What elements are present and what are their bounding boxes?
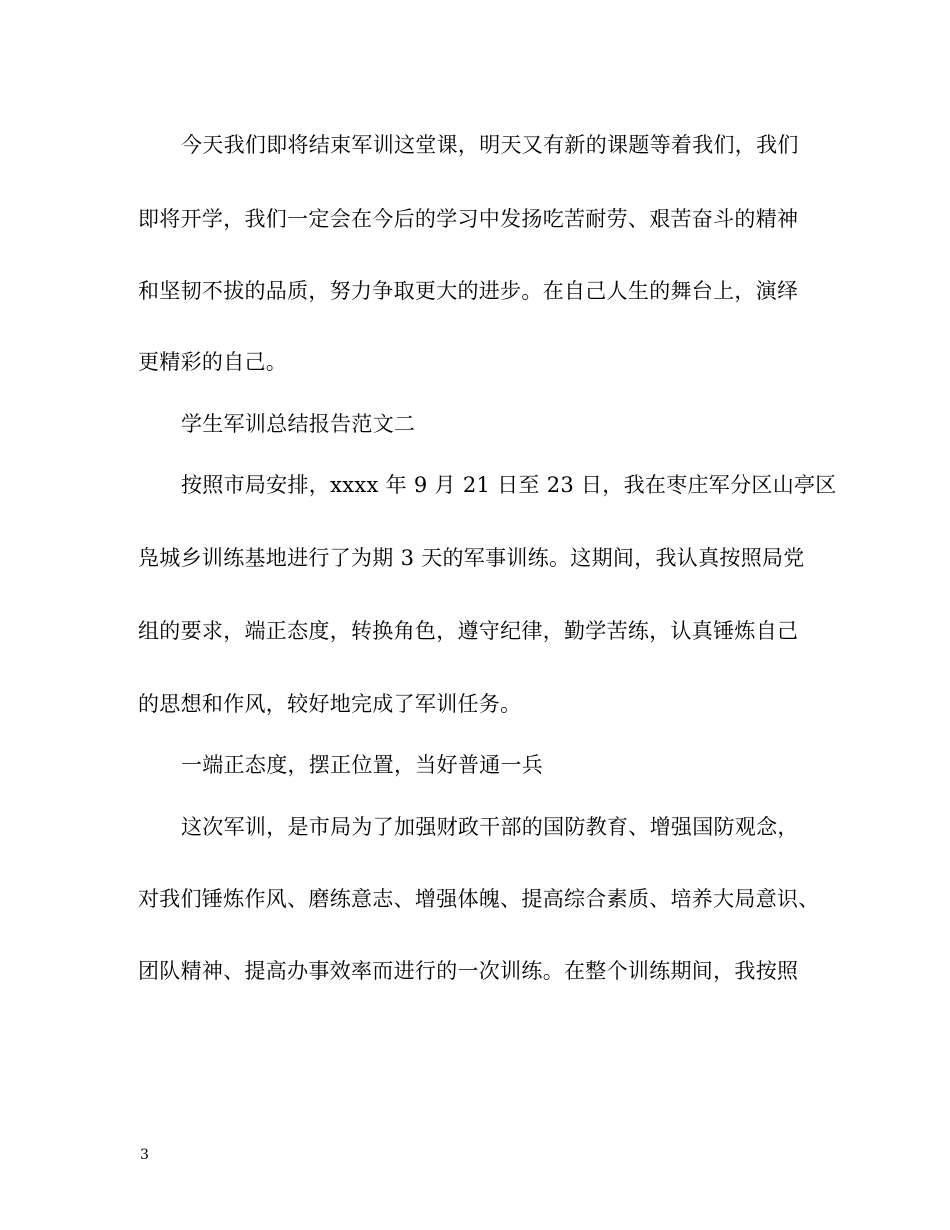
paragraph-line: 的思想和作风，较好地完成了军训任务。 [138, 692, 522, 716]
page-number: 3 [140, 1147, 149, 1163]
paragraph-line: 组的要求，端正态度，转换角色，遵守纪律，勤学苦练，认真锤炼自己 [138, 619, 799, 643]
paragraph-line: 今天我们即将结束军训这堂课，明天又有新的课题等着我们，我们 [181, 133, 799, 157]
paragraph-line: 按照市局安排，xxxx 年 9 月 21 日至 23 日，我在枣庄军分区山亭区 [181, 473, 837, 497]
paragraph-line: 更精彩的自己。 [138, 350, 288, 374]
paragraph-line: 团队精神、提高办事效率而进行的一次训练。在整个训练期间，我按照 [138, 959, 799, 983]
paragraph-line: 对我们锤炼作风、磨练意志、增强体魄、提高综合素质、培养大局意识、 [138, 887, 820, 911]
paragraph-line: 凫城乡训练基地进行了为期 3 天的军事训练。这期间，我认真按照局党 [138, 546, 805, 570]
paragraph-line: 和坚韧不拔的品质，努力争取更大的进步。在自己人生的舞台上，演绎 [138, 279, 799, 303]
section-heading: 学生军训总结报告范文二 [181, 412, 416, 436]
paragraph-line: 这次军训，是市局为了加强财政干部的国防教育、增强国防观念， [181, 815, 799, 839]
subsection-heading: 一端正态度，摆正位置，当好普通一兵 [181, 753, 544, 777]
paragraph-line: 即将开学，我们一定会在今后的学习中发扬吃苦耐劳、艰苦奋斗的精神 [138, 207, 799, 231]
